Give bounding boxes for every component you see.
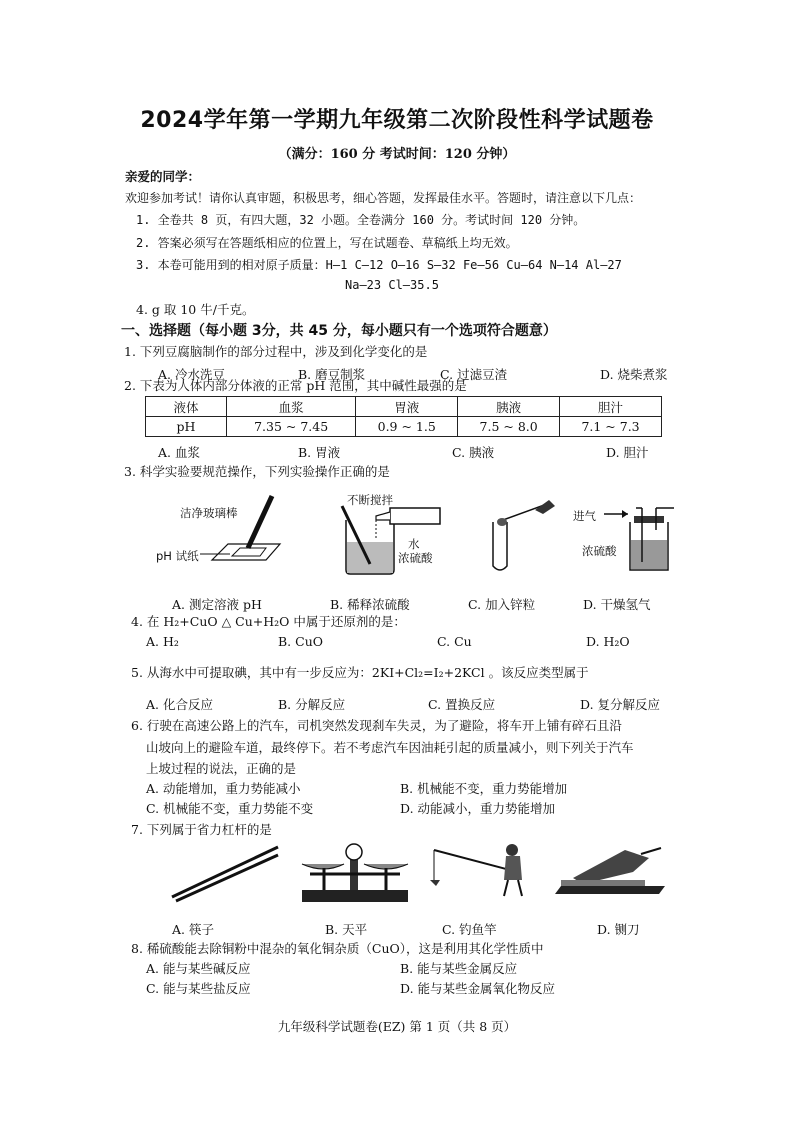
q5-option-d[interactable]: D. 复分解反应 [580,697,661,712]
q1-option-b[interactable]: B. 磨豆制浆 [298,367,366,382]
q8-option-b[interactable]: B. 能与某些金属反应 [400,961,518,976]
q1-stem: 1. 下列豆腐脑制作的部分过程中，涉及到化学变化的是 [124,344,428,359]
q2-option-d[interactable]: D. 胆汁 [606,445,649,460]
q1-option-d[interactable]: D. 烧柴煮浆 [600,367,668,382]
balance-illustration [296,840,414,906]
q6-option-c[interactable]: C. 机械能不变，重力势能不变 [146,801,314,816]
q3-option-a[interactable]: A. 测定溶液 pH [172,597,262,612]
q8-stem: 8. 稀硫酸能去除铜粉中混杂的氧化铜杂质（CuO），这是利用其化学性质中 [131,941,544,956]
note-3-cont: Na—23 Cl—35.5 [345,278,439,292]
q3-option-b[interactable]: B. 稀释浓硫酸 [330,597,410,612]
q5-stem: 5. 从海水中可提取碘，其中有一步反应为：2KI+Cl₂=I₂+2KCl 。该反应类型属于 [131,665,589,680]
dilute-acid-illustration [338,498,450,578]
q2-option-b[interactable]: B. 胃液 [298,445,341,460]
ph-table [145,396,662,437]
q3-stem: 3. 科学实验要规范操作，下列实验操作正确的是 [124,464,390,479]
q7-option-a[interactable]: A. 筷子 [172,922,214,937]
table-cell: 7.5 ~ 8.0 [458,417,560,437]
table-cell: 7.35 ~ 7.45 [227,417,356,437]
q4-option-b[interactable]: B. CuO [278,634,323,649]
q7-option-d[interactable]: D. 铡刀 [597,922,640,937]
table-cell: 胆汁 [560,397,662,417]
table-cell: 胃液 [356,397,458,417]
chopsticks-illustration [168,845,280,903]
table-cell: pH [146,417,227,437]
note-3: 3. 本卷可能用到的相对原子质量：H—1 C—12 O—16 S—32 Fe—56 Cu—64 N—14 Al—27 [136,258,622,272]
label-gas-in: 进气 [573,509,596,523]
table-cell: 血浆 [227,397,356,417]
q5-option-c[interactable]: C. 置换反应 [428,697,496,712]
page-footer: 九年级科学试题卷(EZ) 第 1 页（共 8 页） [277,1019,517,1034]
q1-option-a[interactable]: A. 冷水洗豆 [158,367,225,382]
ph-table-header [146,397,662,417]
q8-option-c[interactable]: C. 能与某些盐反应 [146,981,251,996]
fishing-rod-illustration [430,840,530,898]
q2-option-c[interactable]: C. 胰液 [452,445,495,460]
q4-stem: 4. 在 H₂+CuO △ Cu+H₂O 中属于还原剂的是： [131,614,406,629]
note-4: 4. g 取 10 牛/千克。 [136,302,255,317]
table-cell: 液体 [146,397,227,417]
label-conc-acid-d: 浓硫酸 [582,544,617,558]
q6-option-b[interactable]: B. 机械能不变，重力势能增加 [400,781,568,796]
greeting: 亲爱的同学： [125,169,201,184]
exam-info: （满分：160 分 考试时间：120 分钟） [278,147,516,162]
page-title: 2024学年第一学期九年级第二次阶段性科学试题卷 [140,108,654,133]
q4-option-d[interactable]: D. H₂O [586,634,630,649]
label-water: 水 [408,537,420,551]
note-1: 1. 全卷共 8 页，有四大题，32 小题。全卷满分 160 分。考试时间 120 分钟。 [136,213,586,227]
q1-option-c[interactable]: C. 过滤豆渣 [440,367,508,382]
q7-option-c[interactable]: C. 钓鱼竿 [442,922,497,937]
table-cell: 胰液 [458,397,560,417]
q3-option-c[interactable]: C. 加入锌粒 [468,597,536,612]
intro-text: 欢迎参加考试！请你认真审题，积极思考，细心答题，发挥最佳水平。答题时，请注意以下几点： [125,191,642,205]
q8-option-d[interactable]: D. 能与某些金属氧化物反应 [400,981,556,996]
q5-option-b[interactable]: B. 分解反应 [278,697,346,712]
q2-stem: 2. 下表为人体内部分体液的正常 pH 范围，其中碱性最强的是 [124,378,467,393]
q5-option-a[interactable]: A. 化合反应 [146,697,213,712]
q6-stem-line-2: 山坡向上的避险车道，最终停下。若不考虑汽车因油耗引起的质量减小，则下列关于汽车 [146,740,634,755]
guillotine-cutter-illustration [553,846,673,896]
note-2: 2. 答案必须写在答题纸相应的位置上，写在试题卷、草稿纸上均无效。 [136,236,518,250]
q6-option-a[interactable]: A. 动能增加，重力势能减小 [146,781,301,796]
gas-drying-illustration [600,500,680,578]
q2-option-a[interactable]: A. 血浆 [158,445,200,460]
label-conc-acid-b: 浓硫酸 [398,551,433,565]
q6-stem-line-1: 6. 行驶在高速公路上的汽车，司机突然发现刹车失灵，为了避险，将车开上铺有碎石且沿 [131,718,622,733]
q3-option-d[interactable]: D. 干燥氢气 [583,597,651,612]
label-ph-paper: pH 试纸 [156,549,199,563]
q4-option-c[interactable]: C. Cu [437,634,472,649]
table-cell: 0.9 ~ 1.5 [356,417,458,437]
q4-option-a[interactable]: A. H₂ [146,634,179,649]
q7-option-b[interactable]: B. 天平 [325,922,368,937]
q8-option-a[interactable]: A. 能与某些碱反应 [146,961,251,976]
q6-option-d[interactable]: D. 动能减小，重力势能增加 [400,801,556,816]
table-row [146,417,662,437]
q7-stem: 7. 下列属于省力杠杆的是 [131,822,272,837]
zinc-tube-illustration [485,500,555,575]
section-heading: 一、选择题（每小题 3分，共 45 分，每小题只有一个选项符合题意） [121,323,557,339]
table-cell: 7.1 ~ 7.3 [560,417,662,437]
q6-stem-line-3: 上坡过程的说法，正确的是 [146,761,297,776]
label-stir: 不断搅拌 [347,493,393,507]
ph-test-illustration [200,490,290,570]
label-glass-rod: 洁净玻璃棒 [180,506,238,520]
